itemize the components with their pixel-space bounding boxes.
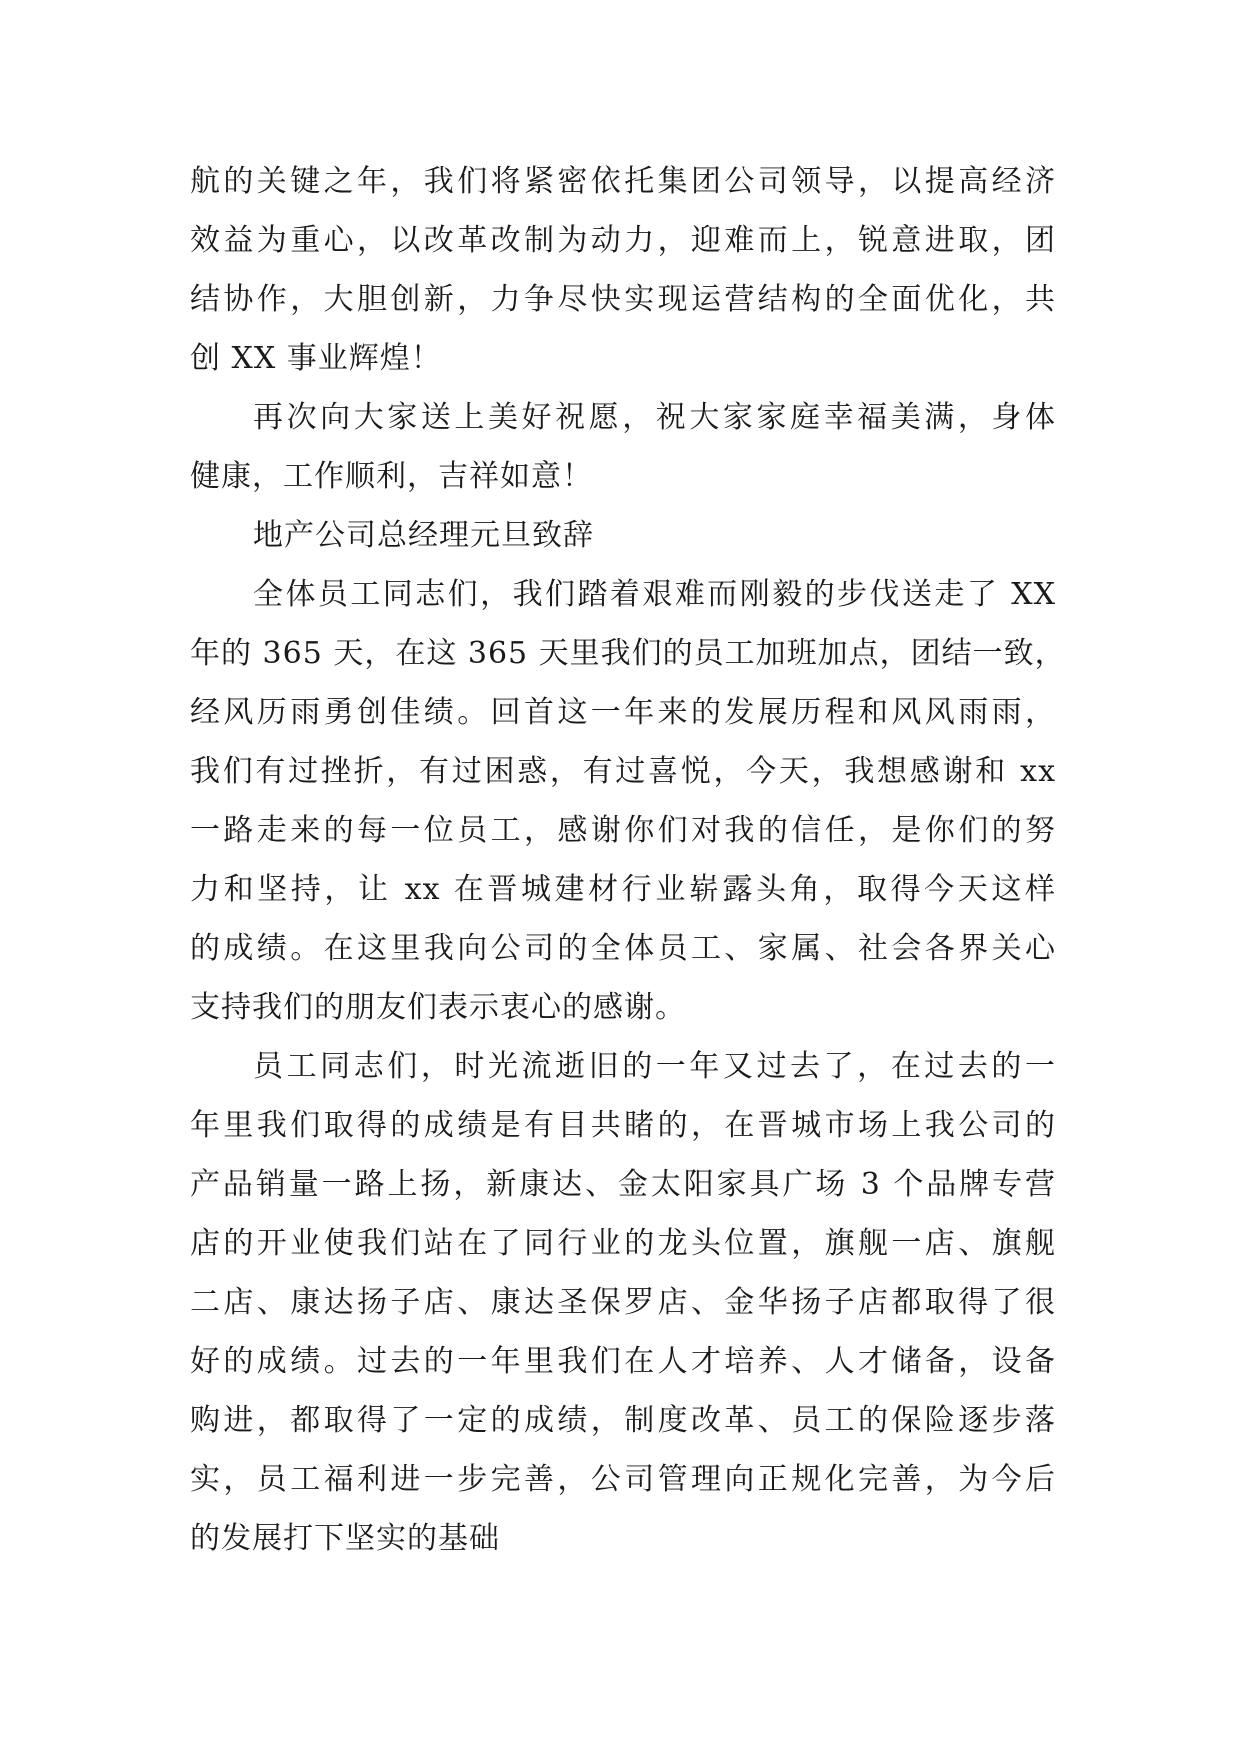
text-line: 创 XX 事业辉煌！ [190,341,442,376]
text-line: 产品销量一路上扬，新康达、金太阳家具广场 3 个品牌专营 [190,1167,1056,1202]
text-line: 员工同志们，时光流逝旧的一年又过去了，在过去的一 [253,1049,1056,1084]
text-line: 再次向大家送上美好祝愿，祝大家家庭幸福美满，身体 [253,400,1056,435]
paragraph [190,152,1056,388]
text-line: 结协作，大胆创新，力争尽快实现运营结构的全面优化，共 [190,282,1056,317]
text-line: 的成绩。在这里我向公司的全体员工、家属、社会各界关心 [190,931,1056,966]
text-line: 店的开业使我们站在了同行业的龙头位置，旗舰一店、旗舰 [190,1226,1056,1261]
text-line: 一路走来的每一位员工，感谢你们对我的信任，是你们的努 [190,813,1056,848]
text-line: 好的成绩。过去的一年里我们在人才培养、人才储备，设备 [190,1344,1056,1379]
paragraph [190,1037,1056,1568]
paragraph [190,565,1066,1037]
text-line: 二店、康达扬子店、康达圣保罗店、金华扬子店都取得了很 [190,1285,1056,1320]
text-line: 航的关键之年，我们将紧密依托集团公司领导，以提高经济 [190,164,1056,199]
text-line: 年的 365 天，在这 365 天里我们的员工加班加点，团结一致， [190,636,1066,671]
text-line: 的发展打下坚实的基础 [190,1521,500,1556]
text-line: 实，员工福利进一步完善，公司管理向正规化完善，为今后 [190,1462,1056,1497]
document-body [190,152,1066,1568]
paragraph [190,388,1056,506]
section-title [190,506,1056,565]
text-line: 力和坚持，让 xx 在晋城建材行业崭露头角，取得今天这样 [190,872,1056,907]
section-title-text: 地产公司总经理元旦致辞 [253,518,594,553]
text-line: 支持我们的朋友们表示衷心的感谢。 [190,990,686,1025]
text-line: 健康，工作顺利，吉祥如意！ [190,459,593,494]
text-line: 购进，都取得了一定的成绩，制度改革、员工的保险逐步落 [190,1403,1056,1438]
text-line: 经风历雨勇创佳绩。回首这一年来的发展历程和风风雨雨， [190,695,1056,730]
text-line: 全体员工同志们，我们踏着艰难而刚毅的步伐送走了 XX [253,577,1056,612]
text-line: 效益为重心，以改革改制为动力，迎难而上，锐意进取，团 [190,223,1056,258]
text-line: 我们有过挫折，有过困惑，有过喜悦，今天，我想感谢和 xx [190,754,1056,789]
text-line: 年里我们取得的成绩是有目共睹的，在晋城市场上我公司的 [190,1108,1056,1143]
